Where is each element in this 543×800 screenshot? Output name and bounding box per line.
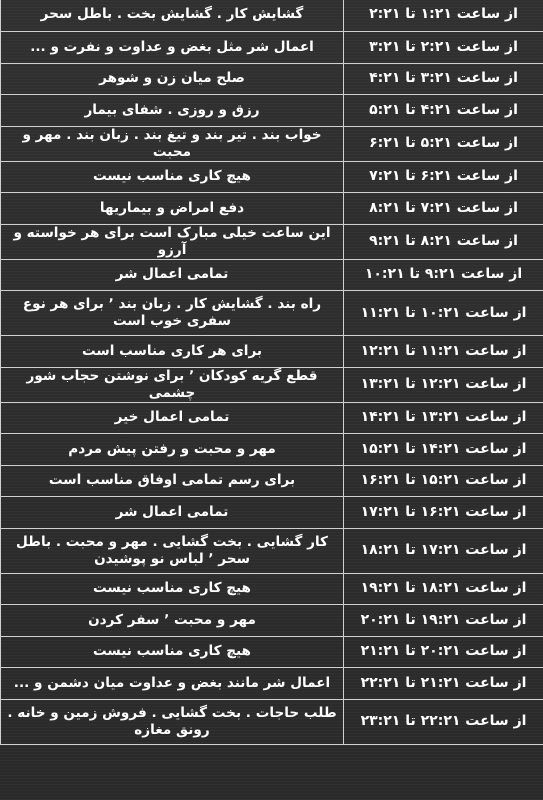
table-row (1, 605, 543, 637)
time-range-cell: از ساعت ۱۱:۲۱ تا ۱۲:۲۱ (344, 336, 543, 368)
table-row (1, 402, 543, 434)
table-row (1, 63, 543, 95)
activity-cell: اعمال شر مثل بغض و عداوت و نفرت و ... (1, 32, 344, 64)
time-range-cell: از ساعت ۵:۲۱ تا ۶:۲۱ (344, 126, 543, 161)
activity-cell: هیچ کاری مناسب نیست (1, 161, 344, 193)
activity-cell: رزق و روزی . شفای بیمار (1, 95, 344, 127)
activity-cell: مهر و محبت و رفتن پیش مردم (1, 434, 344, 466)
table-row (1, 193, 543, 225)
activity-cell: برای رسم تمامی اوفاق مناسب است (1, 465, 344, 497)
activity-cell: کار گشایی . بخت گشایی . مهر و محبت . باطل سحر ٬ لباس نو پوشیدن (1, 528, 344, 573)
activity-cell: مهر و محبت ٬ سفر کردن (1, 605, 344, 637)
table-row (1, 367, 543, 402)
table-row (1, 291, 543, 336)
time-range-cell: از ساعت ۲۱:۲۱ تا ۲۲:۲۱ (344, 668, 543, 700)
time-range-cell: از ساعت ۱۲:۲۱ تا ۱۳:۲۱ (344, 367, 543, 402)
activity-cell: قطع گریه کودکان ٬ برای نوشتن حجاب شور چشمی (1, 367, 344, 402)
time-range-cell: از ساعت ۲:۲۱ تا ۳:۲۱ (344, 32, 543, 64)
time-range-cell: از ساعت ۴:۲۱ تا ۵:۲۱ (344, 95, 543, 127)
activity-cell: هیچ کاری مناسب نیست (1, 573, 344, 605)
table-row (1, 636, 543, 668)
time-range-cell: از ساعت ۱۶:۲۱ تا ۱۷:۲۱ (344, 497, 543, 529)
activity-cell: گشایش کار . گشایش بخت . باطل سحر (1, 0, 344, 32)
time-range-cell: از ساعت ۱۸:۲۱ تا ۱۹:۲۱ (344, 573, 543, 605)
time-range-cell: از ساعت ۸:۲۱ تا ۹:۲۱ (344, 224, 543, 259)
activity-cell: راه بند . گشایش کار . زبان بند ٬ برای هر نوع سفری خوب است (1, 291, 344, 336)
time-range-cell: از ساعت ۱۷:۲۱ تا ۱۸:۲۱ (344, 528, 543, 573)
table-row (1, 224, 543, 259)
activity-cell: تمامی اعمال خیر (1, 402, 344, 434)
activity-cell: هیچ کاری مناسب نیست (1, 636, 344, 668)
activity-cell: دفع امراض و بیماریها (1, 193, 344, 225)
time-range-cell: از ساعت ۳:۲۱ تا ۴:۲۱ (344, 63, 543, 95)
activity-cell: طلب حاجات . بخت گشایی . فروش زمین و خانه . رونق مغازه (1, 699, 344, 744)
time-range-cell: از ساعت ۱۵:۲۱ تا ۱۶:۲۱ (344, 465, 543, 497)
time-range-cell: از ساعت ۱۴:۲۱ تا ۱۵:۲۱ (344, 434, 543, 466)
time-range-cell: از ساعت ۱:۲۱ تا ۲:۲۱ (344, 0, 543, 32)
activity-cell: صلح میان زن و شوهر (1, 63, 344, 95)
table-row (1, 0, 543, 32)
time-range-cell: از ساعت ۲۰:۲۱ تا ۲۱:۲۱ (344, 636, 543, 668)
activity-cell: تمامی اعمال شر (1, 497, 344, 529)
table-row (1, 573, 543, 605)
table-row (1, 497, 543, 529)
time-range-cell: از ساعت ۱۳:۲۱ تا ۱۴:۲۱ (344, 402, 543, 434)
time-range-cell: از ساعت ۹:۲۱ تا ۱۰:۲۱ (344, 259, 543, 291)
table-row (1, 668, 543, 700)
table-row (1, 95, 543, 127)
activity-cell: تمامی اعمال شر (1, 259, 344, 291)
activity-cell: خواب بند . تیر بند و تیغ بند . زبان بند . مهر و محبت (1, 126, 344, 161)
time-range-cell: از ساعت ۱۰:۲۱ تا ۱۱:۲۱ (344, 291, 543, 336)
activity-cell: برای هر کاری مناسب است (1, 336, 344, 368)
time-range-cell: از ساعت ۶:۲۱ تا ۷:۲۱ (344, 161, 543, 193)
table-row (1, 32, 543, 64)
table-row (1, 699, 543, 744)
table-row (1, 259, 543, 291)
table-row (1, 434, 543, 466)
table-row (1, 465, 543, 497)
activity-cell: این ساعت خیلی مبارک است برای هر خواسته و آرزو (1, 224, 344, 259)
activity-cell: اعمال شر مانند بغض و عداوت میان دشمن و ... (1, 668, 344, 700)
table-row (1, 336, 543, 368)
table-row (1, 528, 543, 573)
table-row (1, 161, 543, 193)
time-range-cell: از ساعت ۲۲:۲۱ تا ۲۳:۲۱ (344, 699, 543, 744)
table-row (1, 126, 543, 161)
time-range-cell: از ساعت ۷:۲۱ تا ۸:۲۱ (344, 193, 543, 225)
time-range-cell: از ساعت ۱۹:۲۱ تا ۲۰:۲۱ (344, 605, 543, 637)
